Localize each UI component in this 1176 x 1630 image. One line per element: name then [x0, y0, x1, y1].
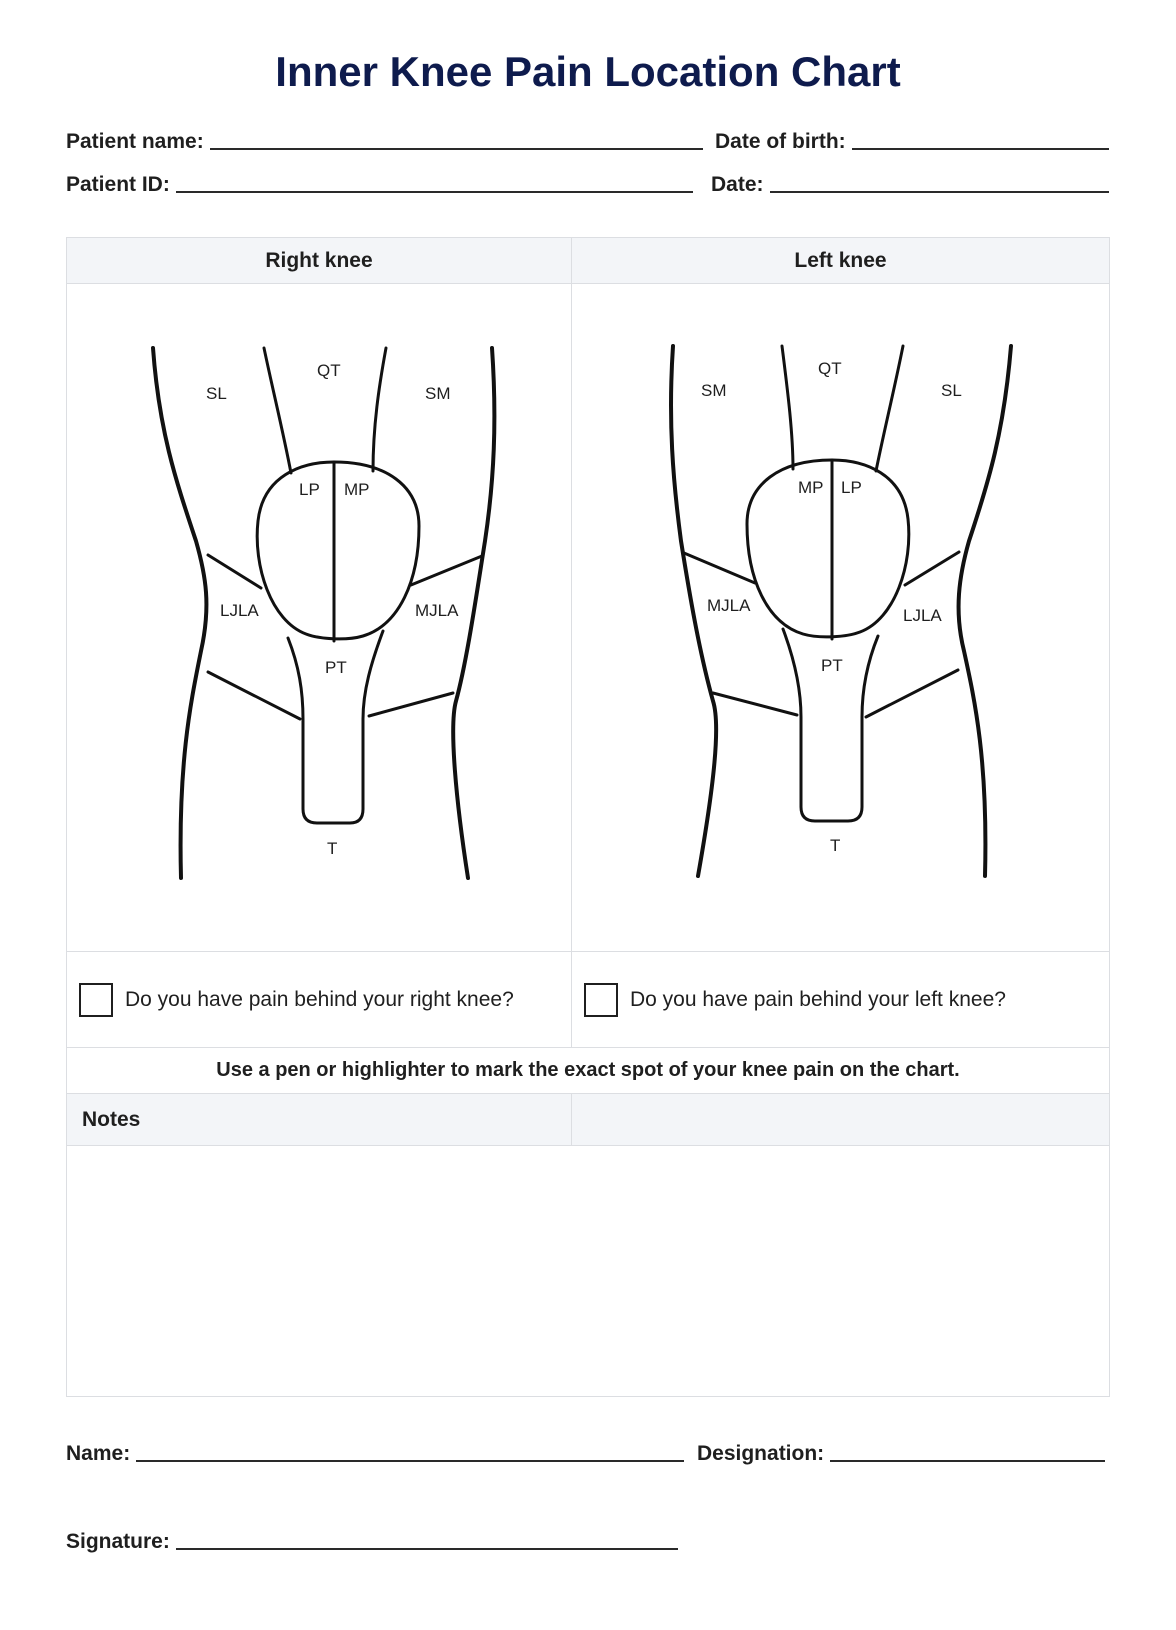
notes-header: Notes — [67, 1094, 572, 1146]
left-label-lp: LP — [841, 478, 862, 497]
left-label-sm: SM — [701, 381, 727, 400]
left-knee-checkbox[interactable] — [584, 983, 618, 1017]
right-knee-checkbox[interactable] — [79, 983, 113, 1017]
left-label-mjla: MJLA — [707, 596, 751, 615]
date-of-birth-field[interactable] — [715, 124, 1109, 154]
left-label-pt: PT — [821, 656, 843, 675]
designation-label: Designation: — [697, 1442, 825, 1465]
notes-area[interactable] — [67, 1146, 1109, 1396]
left-knee-question-cell — [572, 952, 1109, 1048]
signature-label: Signature: — [66, 1530, 170, 1553]
date-of-birth-line[interactable] — [852, 128, 1109, 150]
knee-chart-table — [66, 237, 1110, 1397]
patient-id-field[interactable] — [66, 167, 693, 197]
left-label-mp: MP — [798, 478, 824, 497]
left-label-t: T — [830, 836, 841, 855]
designation-line[interactable] — [830, 1440, 1105, 1462]
left-knee-diagram-cell — [572, 284, 1109, 952]
right-label-t: T — [327, 839, 338, 858]
right-label-mjla: MJLA — [415, 601, 459, 620]
signature-field[interactable] — [66, 1524, 678, 1554]
page-title: Inner Knee Pain Location Chart — [275, 48, 901, 95]
right-label-lp: LP — [299, 480, 320, 499]
name-label: Name: — [66, 1442, 131, 1465]
left-label-sl: SL — [941, 381, 962, 400]
right-label-ljla: LJLA — [220, 601, 259, 620]
left-knee-diagram[interactable] — [572, 284, 1109, 952]
right-knee-question: Do you have pain behind your right knee? — [125, 987, 514, 1011]
signature-line[interactable] — [176, 1528, 678, 1550]
patient-name-field[interactable] — [66, 124, 703, 154]
patient-name-label: Patient name: — [66, 130, 204, 153]
name-line[interactable] — [136, 1440, 684, 1462]
right-label-sm: SM — [425, 384, 451, 403]
left-label-qt: QT — [818, 359, 842, 378]
right-label-mp: MP — [344, 480, 370, 499]
right-knee-diagram-cell — [67, 284, 572, 952]
patient-name-line[interactable] — [210, 128, 703, 150]
name-field[interactable] — [66, 1436, 684, 1466]
date-line[interactable] — [770, 171, 1109, 193]
left-label-ljla: LJLA — [903, 606, 942, 625]
left-knee-header: Left knee — [572, 238, 1109, 284]
date-of-birth-label: Date of birth: — [715, 130, 846, 153]
right-knee-diagram[interactable] — [67, 284, 572, 952]
instruction-text: Use a pen or highlighter to mark the exact spot of your knee pain on the chart. — [67, 1048, 1109, 1094]
designation-field[interactable] — [697, 1436, 1105, 1466]
right-knee-question-cell — [67, 952, 572, 1048]
right-label-sl: SL — [206, 384, 227, 403]
right-knee-header: Right knee — [67, 238, 572, 284]
patient-id-label: Patient ID: — [66, 173, 170, 196]
right-label-pt: PT — [325, 658, 347, 677]
patient-id-line[interactable] — [176, 171, 693, 193]
left-knee-question: Do you have pain behind your left knee? — [630, 987, 1006, 1011]
date-label: Date: — [711, 173, 764, 196]
notes-header-blank — [572, 1094, 1109, 1146]
right-label-qt: QT — [317, 361, 341, 380]
date-field[interactable] — [711, 167, 1109, 197]
